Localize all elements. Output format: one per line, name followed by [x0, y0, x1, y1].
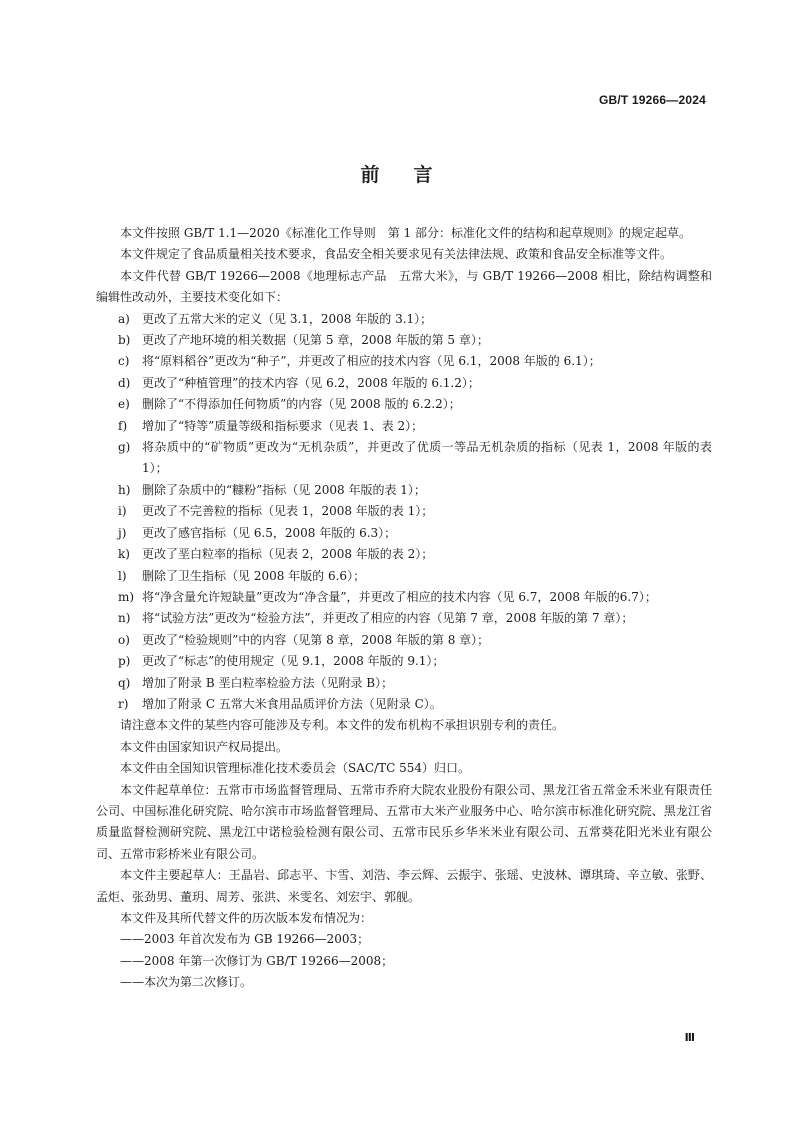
list-item: [96, 480, 712, 501]
list-item: [96, 544, 712, 565]
list-item: [96, 523, 712, 544]
history-item: ——2003 年首次发布为 GB 19266—2003；: [120, 932, 370, 947]
list-label: o): [118, 632, 130, 647]
list-label: g): [118, 440, 131, 455]
list-label: m): [118, 589, 135, 604]
history-list: [96, 929, 712, 993]
list-item: [96, 416, 712, 437]
list-item: [96, 651, 712, 672]
list-text: 更改了“检验规则”中的内容（见第 8 章，2008 年版的第 8 章）；: [142, 632, 490, 647]
list-label: b): [118, 333, 131, 348]
list-text: 删除了卫生指标（见 2008 年版的 6.6）；: [142, 568, 366, 583]
list-text: 将“原料稻谷”更改为“种子”，并更改了相应的技术内容（见 6.1，2008 年版的 6.1）；: [142, 354, 601, 369]
list-text: 删除了“不得添加任何物质”的内容（见 2008 版的 6.2.2）；: [142, 397, 461, 412]
list-label: r): [118, 696, 129, 711]
paragraph: 本文件按照 GB/T 1.1—2020《标准化工作导则 第 1 部分：标准化文件的结构和起草规则》的规定起草。: [120, 226, 691, 240]
list-label: f): [118, 418, 128, 433]
standard-code: GB/T 19266—2024: [598, 93, 706, 107]
list-label: n): [118, 611, 131, 626]
list-label: p): [118, 654, 131, 669]
list-label: e): [118, 397, 130, 412]
list-text: 更改了“标志”的使用规定（见 9.1，2008 年版的 9.1）；: [142, 654, 445, 669]
list-item: [96, 373, 712, 394]
paragraph: 本文件起草单位：五常市市场监督管理局、五常市乔府大院农业股份有限公司、黑龙江省五常金禾米业有限责任公司、中国标准化研究院、哈尔滨市市场监督管理局、五常市大米产业服务中心、哈尔滨市标准化研究院、黑龙江省质量监督检测研究院、黑龙江中诺检验检测有限公司、五常市民乐乡华米米业有限公司、五常葵花阳光米业有限公司、五常市彩桥米业有限公司。: [96, 782, 712, 861]
paragraph: 本文件规定了食品质量相关技术要求，食品安全相关要求见有关法律法规、政策和食品安全标准等文件。: [120, 247, 673, 262]
paragraph: 本文件代替 GB/T 19266—2008《地理标志产品 五常大米》，与 GB/T 19266—2008 相比，除结构调整和编辑性改动外，主要技术变化如下：: [96, 268, 712, 305]
list-item: [96, 630, 712, 651]
list-text: 将杂质中的“矿物质”更改为“无机杂质”，并更改了优质一等品无机杂质的指标（见表 1，2008 年版的表 1）；: [142, 440, 712, 476]
page-title: 前言: [360, 164, 467, 186]
foreword-body: [96, 223, 712, 994]
history-item: ——2008 年第一次修订为 GB/T 19266—2008；: [120, 953, 394, 968]
list-label: k): [118, 547, 130, 562]
list-label: q): [118, 675, 131, 690]
list-item: [96, 309, 712, 330]
list-text: 增加了“特等”质量等级和指标要求（见表 1、表 2）；: [142, 418, 424, 433]
list-item: [96, 673, 712, 694]
list-item: [96, 394, 712, 415]
list-text: 删除了杂质中的“糠粉”指标（见 2008 年版的表 1）；: [142, 482, 426, 497]
paragraph: 请注意本文件的某些内容可能涉及专利。本文件的发布机构不承担识别专利的责任。: [120, 718, 565, 733]
list-label: j): [118, 525, 127, 540]
list-item: [96, 330, 712, 351]
list-label: i): [118, 504, 127, 519]
paragraph: 本文件由全国知识管理标准化技术委员会（SAC/TC 554）归口。: [120, 761, 471, 776]
list-item: [96, 437, 712, 480]
list-item: [96, 351, 712, 372]
list-text: 更改了产地环境的相关数据（见第 5 章，2008 年版的第 5 章）；: [142, 333, 489, 348]
list-label: d): [118, 375, 131, 390]
list-text: 将“试验方法”更改为“检验方法”，并更改了相应的内容（见第 7 章，2008 年版的第 7 章）；: [142, 611, 634, 626]
page-number: Ⅲ: [684, 1031, 695, 1044]
list-text: 更改了“种植管理”的技术内容（见 6.2，2008 年版的 6.1.2）；: [142, 375, 480, 390]
list-label: l): [118, 568, 127, 583]
list-item: [96, 608, 712, 629]
list-label: a): [118, 311, 130, 326]
list-text: 增加了附录 C 五常大米食用品质评价方法（见附录 C）。: [142, 696, 442, 711]
list-item: [96, 587, 712, 608]
changes-list: [96, 309, 712, 716]
paragraph: 本文件由国家知识产权局提出。: [120, 739, 289, 754]
list-item: [96, 501, 712, 522]
list-text: 更改了垩白粒率的指标（见表 2，2008 年版的表 2）；: [142, 547, 434, 562]
list-item: [96, 566, 712, 587]
list-text: 更改了感官指标（见 6.5，2008 年版的 6.3）；: [142, 525, 397, 540]
list-item: [96, 694, 712, 715]
list-text: 增加了附录 B 垩白粒率检验方法（见附录 B）；: [142, 675, 394, 690]
list-text: 更改了五常大米的定义（见 3.1，2008 年版的 3.1）；: [142, 311, 433, 326]
paragraph: 本文件主要起草人：王晶岩、邱志平、卞雪、刘浩、李云辉、云振宇、张瑶、史波林、谭琪琦、辛立敏、张野、孟炬、张劲男、董玥、周芳、张洪、米雯名、刘宏宇、郭舰。: [96, 868, 712, 904]
history-item: ——本次为第二次修订。: [120, 975, 253, 990]
list-label: h): [118, 482, 131, 497]
list-text: 更改了不完善粒的指标（见表 1，2008 年版的表 1）；: [142, 504, 434, 519]
list-text: 将“净含量允许短缺量”更改为“净含量”，并更改了相应的技术内容（见 6.7，2008 年版的6.7）；: [142, 589, 657, 604]
list-label: c): [118, 354, 130, 369]
paragraph: 本文件及其所代替文件的历次版本发布情况为：: [120, 911, 373, 925]
